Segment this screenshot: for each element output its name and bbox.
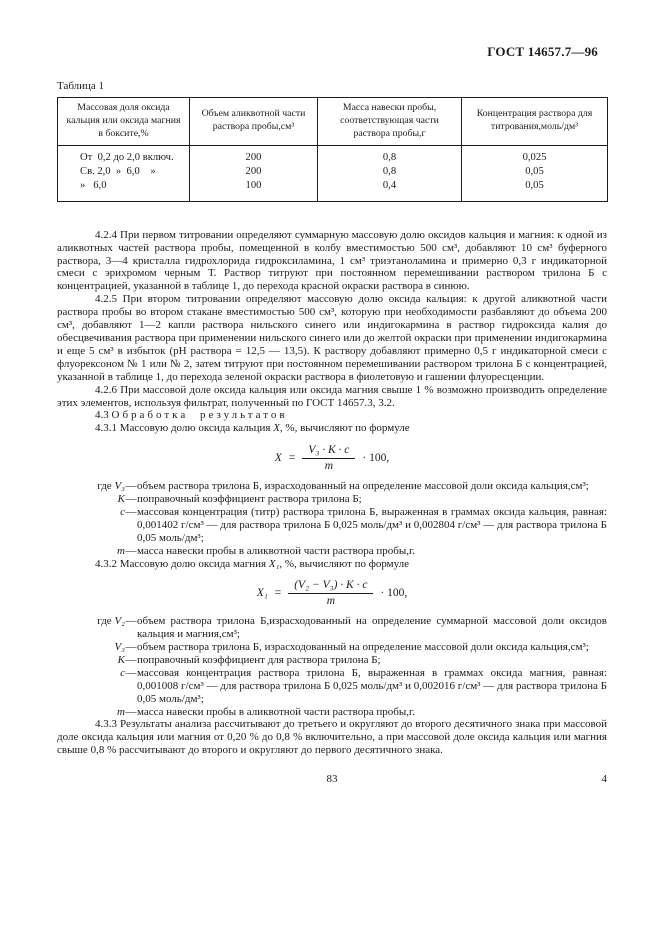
variable-description: поправочный коэффициент для раствора трилона Б;: [137, 653, 381, 666]
dash: —: [125, 480, 137, 493]
column-header-mass-fraction: Массовая доля оксида кальция или оксида магния в боксите,%: [58, 98, 190, 146]
variable-symbol: K: [117, 492, 125, 505]
where-list-1: [85, 480, 607, 557]
page-number-standard: 4: [601, 773, 607, 786]
paragraph-text: 4.3.1 Массовую долю оксида кальция: [95, 422, 274, 435]
variable-description: объем раствора трилона Б, израсходованный на определение массовой доли оксида кальция,см³;: [137, 641, 589, 654]
formula-lhs: X: [274, 452, 282, 465]
variable-x: X: [273, 422, 280, 435]
section-title: Обработка результатов: [111, 409, 288, 422]
variable-definition: [85, 545, 607, 558]
variable-symbol: m: [117, 705, 125, 718]
variable-definition: [85, 506, 607, 545]
equals-sign: =: [274, 587, 282, 600]
dash: —: [125, 544, 137, 557]
dash: —: [125, 641, 137, 654]
formula-cao: [57, 444, 607, 473]
variable-description: масса навески пробы в аликвотной части раствора пробы,г.: [137, 544, 415, 557]
formula-numerator: V₃ · K · c: [308, 444, 350, 457]
paragraph-text: 4.3.2 Массовую долю оксида магния: [95, 557, 269, 570]
table-value: 200: [245, 151, 262, 163]
variable-symbol: где V₂: [97, 615, 125, 628]
variable-symbol: c: [120, 666, 125, 679]
fraction: [302, 444, 355, 473]
equals-sign: =: [288, 452, 296, 465]
table-value: 200: [245, 165, 262, 177]
table-cell-volumes: [190, 145, 318, 201]
column-header-titration-concentration: Концентрация раствора для титрования,моль/дм³: [462, 98, 608, 146]
variable-description: объем раствора трилона Б, израсходованный на определение массовой доли оксида кальция,см³;: [137, 480, 589, 493]
variable-symbol: V₃: [114, 641, 125, 654]
table-value: 0,05: [525, 165, 544, 177]
paragraph-4-2-5: 4.2.5 При втором титровании определяют массовую долю оксида кальция: к другой аликвотной части раствора пробы во втором стакане вместимостью 500 см³, которую при необходимости разбавляют до объема 200 см³, добавляют 1—2 капли раствора нильского синего или индигокармина в раствор гидроксида калия до обесцвечивания раствора при применении нильского синего или до желтой окраски при применении индигокармина и еще 5 см³ в избыток (pH раствора = 12,5 — 13,5). К раствору добавляют примерно 0,5 г индикаторной смеси с флуорексоном № 1 или № 2, затем титруют при постоянном перемешивании раствором трилона Б с концентрацией, указанной в таблице 1, до перехода зеленой окраски раствора в фиолетовую и гашении флуоресценции.: [57, 293, 607, 383]
page-number-collection: 83: [326, 773, 338, 786]
variable-symbol: K: [117, 653, 125, 666]
fraction: [288, 579, 373, 608]
dash: —: [125, 666, 137, 679]
table-cell-concentrations: [462, 145, 608, 201]
paragraph-4-3-3: 4.3.3 Результаты анализа рассчитывают до третьего и округляют до второго десятичного знака при массовой доле оксида кальция или магния от 0,20 % до 0,8 % включительно, а при массовой доле оксида кальция или магния свыше 0,8 % рассчитывают до второго и округляют до первого десятичного знака.: [57, 718, 607, 757]
dash: —: [125, 653, 137, 666]
dash: —: [125, 615, 137, 628]
dash: —: [125, 492, 137, 505]
table-body-row: [58, 145, 608, 201]
variable-description: массовая концентрация раствора трилона Б, выраженная в граммах оксида магния, равная: 0,001008 г/см³ — для раствора трилона Б 0,025 моль/дм³ и 0,002016 г/см³ — для раствора трилона Б 0,05 моль/дм³;: [137, 666, 607, 705]
table-value: 0,8: [382, 151, 397, 163]
paragraph-4-3-1: [57, 422, 607, 435]
variable-definition: [85, 654, 607, 667]
column-header-sample-mass: Масса навески пробы, соответствующая части раствора пробы,г: [318, 98, 462, 146]
variable-description: объем раствора трилона Б,израсходованный на определение суммарной массовой доли оксидов кальция и магния,см³;: [137, 615, 607, 641]
variable-description: поправочный коэффициент раствора трилона Б;: [137, 492, 362, 505]
variable-description: масса навески пробы в аликвотной части раствора пробы,г.: [137, 705, 415, 718]
table-value: 0,8: [382, 165, 397, 177]
table-value: » 6,0: [80, 179, 107, 191]
variable-definition: [85, 615, 607, 641]
formula-numerator: (V₂ − V₃) · K · c: [294, 579, 368, 592]
table-caption: Таблица 1: [57, 80, 105, 92]
variable-symbol: m: [117, 544, 125, 557]
table-cell-masses: [318, 145, 462, 201]
formula-denominator: m: [326, 595, 335, 608]
variable-description: массовая концентрация (титр) раствора трилона Б, выраженная в граммах оксида кальция, равная: 0,001402 г/см³ — для раствора трилона Б 0,025 моль/дм³ и 0,002804 г/см³ — для раствора трилона Б 0,05 моль/дм³;: [137, 505, 607, 544]
formula-multiplier: · 100,: [362, 452, 390, 465]
table-header-row: [58, 98, 608, 146]
table-value: От 0,2 до 2,0 включ.: [80, 151, 174, 163]
paragraph-4-2-6: 4.2.6 При массовой доле оксида кальция или оксида магния свыше 1 % возможно производить определение этих элементов, используя фильтрат, полученный по ГОСТ 14657.3, 3.2.: [57, 383, 607, 409]
body-text: [57, 229, 607, 786]
table-value: 0,4: [382, 179, 397, 191]
variable-definition: [85, 480, 607, 493]
formula-mgo: [57, 579, 607, 608]
paragraph-4-2-4: 4.2.4 При первом титровании определяют суммарную массовую долю оксидов кальция и магния: к одной из аликвотных частей раствора пробы, помещенной в колбу вместимостью 500 см³, добавляют 10 см³ буферного раствора, 3—4 кристалла гидрохлорида гидроксиламина, 1 см³ триэтаноламина и примерно 0,3 г индикаторной смеси с эрихромом черным Т. Раствор титруют при постоянном перемешивании раствором трилона Б с концентрацией, указанной в таблице 1, до перехода красной окраски раствора в синюю.: [57, 228, 607, 293]
table-cell-ranges: [58, 145, 190, 201]
table-1: [57, 97, 608, 202]
variable-x1: X₁: [268, 557, 280, 570]
variable-definition: [85, 641, 607, 654]
variable-definition: [85, 493, 607, 506]
column-header-aliquot-volume: Объем аликвотной части раствора пробы,см³: [190, 98, 318, 146]
formula-denominator: m: [324, 460, 333, 473]
paragraph-text: , %, вычисляют по формуле: [279, 422, 410, 435]
paragraph-4-3-2: [57, 558, 607, 571]
section-number: 4.3: [95, 409, 109, 422]
variable-definition: [85, 667, 607, 706]
formula-lhs: X₁: [256, 587, 268, 600]
variable-definition: [85, 706, 607, 719]
dash: —: [125, 705, 137, 718]
section-heading-4-3: [57, 409, 607, 422]
table-value: 100: [245, 179, 262, 191]
paragraph-text: , %, вычисляют по формуле: [279, 557, 410, 570]
table-value: 0,025: [522, 151, 547, 163]
standard-number: ГОСТ 14657.7—96: [487, 44, 598, 59]
formula-multiplier: · 100,: [380, 587, 408, 600]
dash: —: [125, 505, 137, 518]
page-content: [57, 0, 607, 786]
variable-symbol: где V₃: [97, 480, 125, 493]
table-value: 0,05: [525, 179, 544, 191]
variable-symbol: c: [120, 505, 125, 518]
where-list-2: [85, 615, 607, 718]
page-footer: [57, 773, 607, 786]
table-value: Св. 2,0 » 6,0 »: [80, 165, 156, 177]
